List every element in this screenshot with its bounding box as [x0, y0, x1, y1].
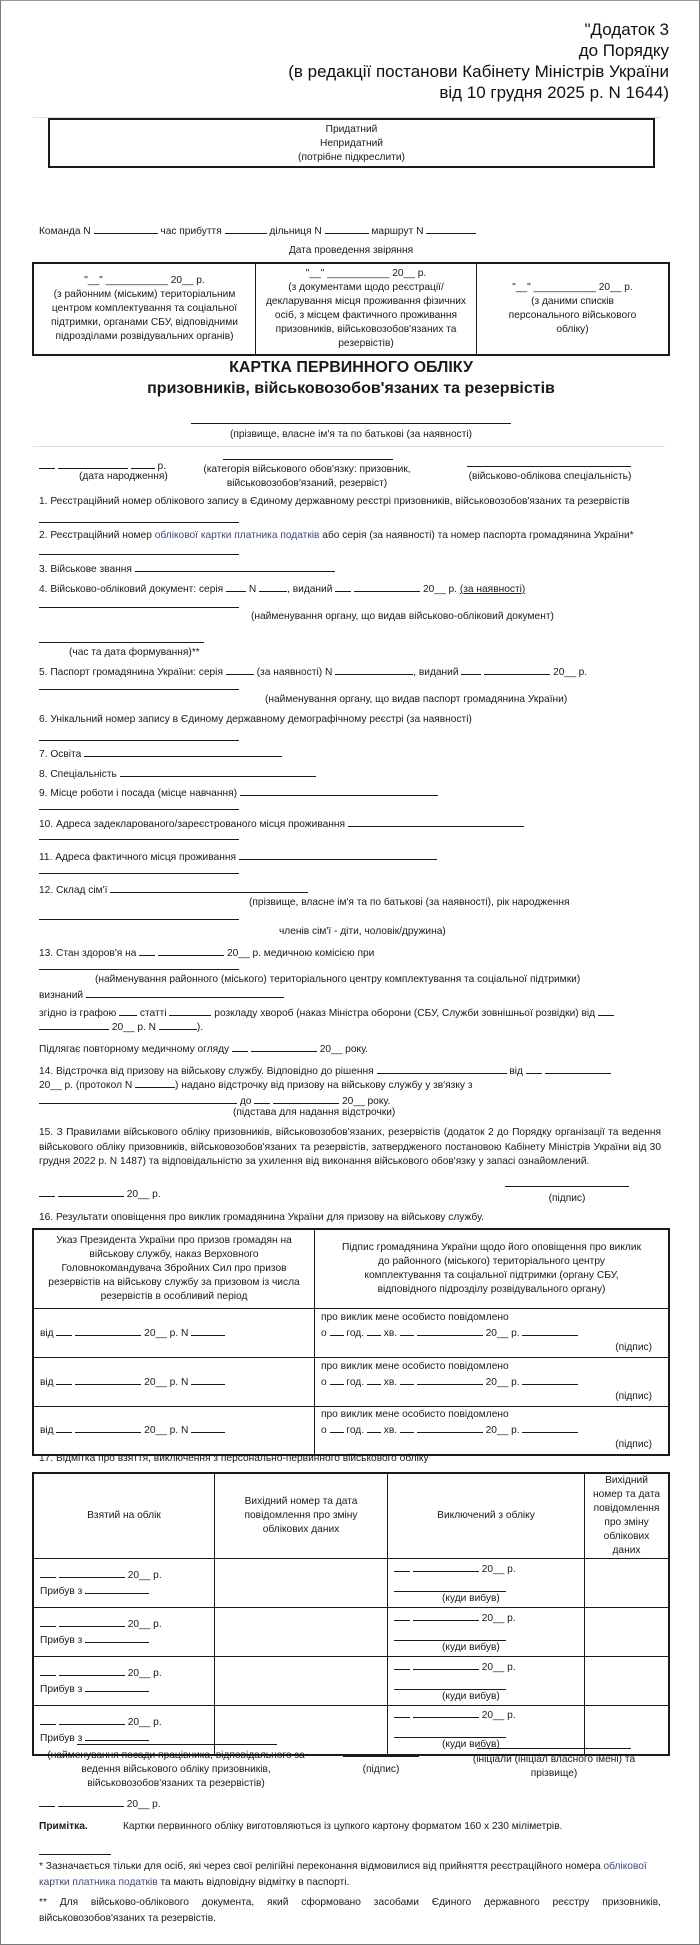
note-label: [39, 1820, 88, 1834]
reconciliation-cell-2: [256, 263, 477, 355]
arrived-field[interactable]: [85, 1583, 149, 1594]
notified-month-field[interactable]: [417, 1325, 483, 1336]
arrived-label: Прибув з: [40, 1586, 83, 1597]
deferral-decision-field[interactable]: [377, 1063, 507, 1074]
taken-month-field[interactable]: [59, 1665, 125, 1676]
destination-field[interactable]: [394, 1581, 506, 1592]
family-caption-1: (прізвище, власне ім'я та по батькові (за наявності), рік народження: [249, 897, 570, 908]
recognized-line: [39, 987, 284, 1003]
notified-month-field[interactable]: [417, 1422, 483, 1433]
column-field[interactable]: [119, 1005, 137, 1016]
appendix-line-4: від 10 грудня 2025 р. N 1644): [439, 83, 669, 102]
notified-month-field[interactable]: [417, 1374, 483, 1385]
registration-header-excluded: Виключений з обліку: [388, 1473, 585, 1559]
fitness-box: [48, 118, 655, 168]
out-number-cell[interactable]: [215, 1706, 388, 1755]
item-8-label: 8. Спеціальність: [39, 769, 117, 780]
reconciliation-date-3[interactable]: "__" ___________ 20__ р.: [512, 282, 633, 293]
destination-caption: (куди вибув): [442, 1690, 500, 1702]
passport-series-field[interactable]: [226, 664, 254, 675]
minute-field[interactable]: [367, 1325, 381, 1336]
excl-day-field[interactable]: [394, 1659, 410, 1670]
out-number-cell-2[interactable]: [585, 1608, 670, 1657]
category-caption: (категорія військового обов'язку: призовник, військовозобов'язаний, резервіст): [203, 464, 411, 489]
item-14-line-2: [39, 1077, 473, 1093]
excluded-cell: [388, 1559, 585, 1608]
destination-field[interactable]: [394, 1679, 506, 1690]
sign-month-field[interactable]: [58, 1796, 124, 1807]
item-13-label: 13. Стан здоров'я на: [39, 948, 137, 959]
doc-issue-month-field[interactable]: [354, 581, 420, 592]
recognized-field[interactable]: [86, 987, 284, 998]
decree-day-field[interactable]: [56, 1422, 72, 1433]
appendix-line-2: до Порядку: [578, 41, 669, 60]
footnote-1: [39, 1859, 661, 1891]
article-field[interactable]: [169, 1005, 211, 1016]
doc-issuer-field[interactable]: [39, 607, 239, 608]
out-number-cell[interactable]: [215, 1559, 388, 1608]
actual-address-field[interactable]: [239, 849, 437, 860]
reexam-month-field[interactable]: [251, 1041, 317, 1052]
out-number-cell-2[interactable]: [585, 1559, 670, 1608]
item-7-label: 7. Освіта: [39, 749, 82, 760]
reconciliation-title: Дата проведення звіряння: [288, 245, 414, 256]
reexam-label: Підлягає повторному медичному огляду: [39, 1044, 230, 1055]
footnote-2: ** Для військово-облікового документа, який сформовано засобами Єдиного державного реєстру призовників, військовозобов'язаних та резервістів.: [39, 1897, 661, 1924]
decree-day-field[interactable]: [56, 1374, 72, 1385]
taken-cell: [33, 1657, 215, 1706]
doc-issue-day-field[interactable]: [335, 581, 351, 592]
item-7-line: [39, 746, 282, 762]
taken-day-field[interactable]: [40, 1616, 56, 1627]
ack-month-field[interactable]: [58, 1186, 124, 1197]
family-field[interactable]: [110, 882, 308, 893]
item-12-label: 12. Склад сім'ї: [39, 885, 108, 896]
item-1-label: 1. Реєстраційний номер облікового запису в Єдиному державному реєстрі призовників, військовозобов'язаних та резервістів: [39, 496, 630, 507]
reexam-line: [39, 1041, 368, 1057]
team-field[interactable]: [94, 223, 158, 234]
item-3-label: 3. Військове звання: [39, 564, 132, 575]
precinct-field[interactable]: [325, 223, 369, 234]
notified-cell: [315, 1308, 670, 1357]
sign-day-field[interactable]: [39, 1796, 55, 1807]
order-number-field[interactable]: [159, 1019, 197, 1030]
taken-day-field[interactable]: [40, 1665, 56, 1676]
registration-row: [33, 1559, 669, 1608]
out-number-cell[interactable]: [215, 1608, 388, 1657]
health-day-field[interactable]: [139, 945, 155, 956]
passport-issuer-caption: (найменування органу, що видав паспорт громадянина України): [265, 694, 568, 705]
item-6-label: 6. Унікальний номер запису в Єдиному державному демографічному реєстрі (за наявності): [39, 714, 472, 725]
passport-issue-month-field[interactable]: [484, 664, 550, 675]
ack-signature-field[interactable]: [505, 1186, 629, 1187]
decree-month-field[interactable]: [75, 1374, 141, 1385]
sign-year: 20__ р.: [126, 1799, 161, 1810]
excl-year: 20__ р.: [481, 1710, 516, 1722]
item-4-label: 4. Військово-обліковий документ: серія: [39, 584, 224, 595]
decree-number-field[interactable]: [191, 1374, 225, 1385]
decree-from-label: від: [40, 1425, 54, 1437]
excluded-cell: [388, 1608, 585, 1657]
arrived-field[interactable]: [85, 1681, 149, 1692]
doc-series-field[interactable]: [226, 581, 246, 592]
demographic-record-field[interactable]: [39, 740, 239, 741]
birth-year-field[interactable]: [131, 458, 155, 469]
at-label: о: [321, 1327, 327, 1339]
reconciliation-cell-3: [477, 263, 670, 355]
position-caption: (найменування посади працівника, відповідального за ведення військового обліку призовників, військовозобов'язаних та резервістів): [47, 1750, 305, 1789]
arrived-label: Прибув з: [40, 1732, 83, 1744]
tax-card-link[interactable]: облікової картки платника податків: [154, 530, 320, 541]
arrived-label: Прибув з: [40, 1635, 83, 1646]
appendix-line-1: "Додаток 3: [584, 20, 669, 39]
notified-year: 20__ р.: [485, 1376, 520, 1388]
order-year: 20__ р. N: [111, 1022, 157, 1033]
item-8-line: [39, 766, 316, 782]
family-caption-2: членів сім'ї - діти, чоловік/дружина): [279, 926, 446, 937]
full-name-field[interactable]: [191, 423, 511, 424]
decree-from-label: від: [40, 1376, 54, 1388]
taken-month-field[interactable]: [59, 1616, 125, 1627]
taken-day-field[interactable]: [40, 1714, 56, 1725]
unfit-option[interactable]: Непридатний: [320, 138, 383, 149]
card-subtitle: призовників, військовозобов'язаних та резервістів: [147, 380, 555, 397]
issued-label: , виданий: [287, 584, 333, 595]
doc-formed-caption: (час та дата формування)**: [69, 647, 200, 658]
minute-field[interactable]: [367, 1374, 381, 1385]
excl-month-field[interactable]: [413, 1707, 479, 1718]
taken-cell: [33, 1559, 215, 1608]
ack-day-field[interactable]: [39, 1186, 55, 1197]
footnote-rule: [39, 1854, 111, 1855]
decree-number-field[interactable]: [191, 1422, 225, 1433]
notified-year: 20__ р.: [485, 1425, 520, 1437]
item-4-line: [39, 581, 525, 597]
if-available-note: (за наявності): [459, 584, 526, 595]
birth-month-field[interactable]: [58, 458, 128, 469]
notified-signature-field[interactable]: [522, 1325, 578, 1336]
health-month-field[interactable]: [158, 945, 224, 956]
notified-signature-field[interactable]: [522, 1374, 578, 1385]
passport-number-label: (за наявності) N: [256, 667, 333, 678]
article-label: статті: [139, 1008, 167, 1019]
excl-day-field[interactable]: [394, 1561, 410, 1572]
arrival-label: час прибуття: [160, 226, 222, 237]
notified-signature-caption: (підпис): [615, 1439, 652, 1451]
item-3-line: [39, 561, 335, 577]
protocol-label: 20__ р. (протокол N: [39, 1080, 133, 1091]
item-16-label: 16. Результати оповіщення про виклик громадянина України для призову на військову службу.: [39, 1212, 484, 1223]
note-text: Картки первинного обліку виготовляються із цупкого картону форматом 160 х 230 міліметрів.: [123, 1821, 563, 1832]
doc-issue-year: 20__ р.: [422, 584, 457, 595]
deferral-day-field[interactable]: [526, 1063, 542, 1074]
reconciliation-cell-1: [33, 263, 256, 355]
doc-number-field[interactable]: [259, 581, 287, 592]
decree-day-field[interactable]: [56, 1325, 72, 1336]
registered-address-field[interactable]: [348, 816, 524, 827]
position-field[interactable]: [77, 1744, 277, 1745]
registration-header-out-number: Вихідний номер та дата повідомлення про зміну облікових даних: [215, 1473, 388, 1559]
item-9-line: [39, 785, 438, 801]
item-2-label: [39, 529, 634, 543]
route-label: маршрут N: [371, 226, 424, 237]
reconciliation-caption-1: (з районним (міським) територіальним центром комплектування та соціальної підтримки, органами СБУ, відповідними підрозділами розвідувальних органів): [51, 289, 238, 342]
minute-label: хв.: [383, 1425, 398, 1437]
order-month-field[interactable]: [39, 1019, 109, 1030]
deferral-from-label: від: [509, 1066, 523, 1077]
decree-cell: [33, 1357, 315, 1406]
deferral-month-field[interactable]: [545, 1063, 611, 1074]
excl-day-field[interactable]: [394, 1610, 410, 1621]
ack-signature-caption: (підпис): [548, 1193, 586, 1204]
item-5-label: 5. Паспорт громадянина України: серія: [39, 667, 223, 678]
destination-field[interactable]: [394, 1727, 506, 1738]
excl-day-field[interactable]: [394, 1707, 410, 1718]
item-17-label: 17. Відмітка про взяття, виключення з персонально-первинного військового обліку: [39, 1453, 429, 1464]
decree-month-field[interactable]: [75, 1325, 141, 1336]
taken-cell: [33, 1706, 215, 1755]
taken-month-field[interactable]: [59, 1714, 125, 1725]
team-line: [39, 223, 476, 239]
specialty-field[interactable]: [467, 466, 631, 467]
notified-day-field[interactable]: [400, 1422, 414, 1433]
arrived-field[interactable]: [85, 1730, 149, 1741]
reconciliation-date-2[interactable]: "__" ___________ 20__ р.: [305, 268, 427, 279]
registration-header-out-number-2: Вихідний номер та дата повідомлення про зміну облікових даних: [585, 1473, 670, 1559]
workplace-field[interactable]: [240, 785, 438, 796]
official-signature-field[interactable]: [343, 1756, 419, 1757]
item-11-label: 11. Адреса фактичного місця проживання: [39, 852, 236, 863]
notification-row: [33, 1406, 669, 1455]
notified-cell: [315, 1406, 670, 1455]
card-title: КАРТКА ПЕРВИННОГО ОБЛІКУ: [229, 359, 473, 376]
item-2-text-a: 2. Реєстраційний номер: [39, 530, 155, 541]
excl-year: 20__ р.: [481, 1563, 516, 1575]
specialty-field-8[interactable]: [120, 766, 316, 777]
doc-formed-field[interactable]: [39, 642, 204, 643]
arrived-field[interactable]: [85, 1632, 149, 1643]
footnote-1-text-b: та мають відповідну відмітку в паспорті.: [157, 1877, 350, 1888]
decree-cell: [33, 1406, 315, 1455]
decree-year-label: 20__ р. N: [144, 1425, 189, 1437]
excl-month-field[interactable]: [413, 1561, 479, 1572]
destination-caption: (куди вибув): [442, 1592, 500, 1604]
order-date-line: [39, 1019, 203, 1035]
note-label-text: Примітка.: [39, 1821, 88, 1832]
commission-caption: (найменування районного (міського) територіального центру комплектування та соціальної підтримки): [95, 974, 581, 985]
recognized-label: визнаний: [39, 990, 84, 1001]
deferral-until-label: до: [239, 1096, 252, 1107]
taken-day-field[interactable]: [40, 1567, 56, 1578]
deferral-granted-text: ) надано відстрочку від призову на військову службу у зв'язку з: [175, 1080, 473, 1091]
item-2-field[interactable]: [39, 554, 239, 555]
notification-table: [32, 1228, 670, 1456]
destination-caption: (куди вибув): [442, 1641, 500, 1653]
excluded-cell: [388, 1657, 585, 1706]
initials-field[interactable]: [477, 1748, 631, 1749]
order-close: ).: [196, 1022, 204, 1033]
passport-issuer-field[interactable]: [39, 689, 239, 690]
notified-signature-field[interactable]: [522, 1422, 578, 1433]
taken-month-field[interactable]: [59, 1567, 125, 1578]
initials-caption: (ініціали (ініціал власного імені) та прізвище): [472, 1754, 636, 1779]
fitness-note: (потрібне підкреслити): [298, 152, 405, 163]
item-13-line: [39, 945, 374, 961]
doc-issuer-caption: (найменування органу, що видав військово-обліковий документ): [251, 611, 554, 622]
deferral-until-day-field[interactable]: [254, 1093, 270, 1104]
item-10-label: 10. Адреса задекларованого/зареєстрованого місця проживання: [39, 819, 346, 830]
registration-row: [33, 1657, 669, 1706]
arrived-label: Прибув з: [40, 1684, 83, 1695]
reconciliation-table: [32, 262, 670, 356]
deferral-caption: (підстава для надання відстрочки): [233, 1107, 396, 1118]
notification-header-right: Підпис громадянина України щодо його оповіщення про виклик до районного (міського) територіального центру комплектування та соціальної підтримки (органу СБУ, відповідного підрозділу розвідувального органу): [315, 1229, 670, 1308]
birth-day-field[interactable]: [39, 458, 55, 469]
taken-year: 20__ р.: [127, 1668, 162, 1679]
signature-date-line: [39, 1796, 161, 1812]
passport-number-field[interactable]: [335, 664, 413, 675]
out-number-cell[interactable]: [215, 1657, 388, 1706]
item-9-label: 9. Місце роботи і посада (місце навчання): [39, 788, 238, 799]
item-15-date-line: [39, 1186, 161, 1202]
route-field[interactable]: [426, 223, 476, 234]
deferral-reason-field[interactable]: [39, 1093, 237, 1104]
at-label: о: [321, 1425, 327, 1437]
excl-month-field[interactable]: [413, 1610, 479, 1621]
hour-field[interactable]: [330, 1325, 344, 1336]
notification-row: [33, 1308, 669, 1357]
reconciliation-caption-2: (з документами щодо реєстрації/декларування місця проживання фізичних осіб, з місцем фактичного проживання призовників, військовозобов'язаних та резервістів): [265, 282, 467, 349]
deferral-until-year: 20__ року.: [342, 1096, 391, 1107]
protocol-number-field[interactable]: [135, 1077, 175, 1088]
specialty-caption: (військово-облікова спеціальність): [468, 471, 632, 482]
footnote-tax-card-link[interactable]: облікової картки платника податків: [39, 1861, 647, 1888]
item-14-label: 14. Відстрочка від призову на військову службу. Відповідно до рішення: [39, 1066, 374, 1077]
deferral-until-month-field[interactable]: [273, 1093, 339, 1104]
title-separator: [33, 446, 665, 447]
taken-year: 20__ р.: [127, 1570, 162, 1581]
doc-number-label: N: [248, 584, 257, 595]
notified-cell: [315, 1357, 670, 1406]
notified-day-field[interactable]: [400, 1374, 414, 1385]
decree-year-label: 20__ р. N: [144, 1376, 189, 1388]
category-field[interactable]: [223, 459, 393, 460]
full-name-caption: (прізвище, власне ім'я та по батькові (за наявності): [229, 429, 473, 440]
minute-label: хв.: [383, 1376, 398, 1388]
appendix-line-3: (в редакції постанови Кабінету Міністрів України: [288, 62, 669, 81]
decree-number-field[interactable]: [191, 1325, 225, 1336]
hour-label: год.: [346, 1376, 365, 1388]
notified-text: про виклик мене особисто повідомлено: [321, 1311, 509, 1323]
family-field-2[interactable]: [39, 919, 239, 920]
excl-year: 20__ р.: [481, 1661, 516, 1673]
health-commission-label: 20__ р. медичною комісією при: [226, 948, 375, 959]
team-label: Команда N: [39, 226, 91, 237]
hour-field[interactable]: [330, 1422, 344, 1433]
arrival-field[interactable]: [225, 223, 267, 234]
notified-text: про виклик мене особисто повідомлено: [321, 1409, 509, 1421]
registration-header-taken: Взятий на облік: [33, 1473, 215, 1559]
reconciliation-caption-3: (з даними списків персонального військового обліку): [508, 296, 637, 335]
reconciliation-date-1[interactable]: "__" ___________ 20__ р.: [84, 275, 205, 286]
registered-address-field-2[interactable]: [39, 839, 239, 840]
order-day-field[interactable]: [598, 1005, 614, 1016]
item-11-line: [39, 849, 437, 865]
hour-label: год.: [346, 1327, 365, 1339]
appendix-header: [288, 19, 669, 103]
precinct-label: дільниця N: [269, 226, 322, 237]
notified-day-field[interactable]: [400, 1325, 414, 1336]
military-rank-field[interactable]: [135, 561, 335, 572]
notified-year: 20__ р.: [485, 1327, 520, 1339]
reexam-year: 20__ року.: [319, 1044, 368, 1055]
taken-year: 20__ р.: [127, 1716, 162, 1728]
item-15-text: 15. З Правилами військового обліку призовників, військовозобов'язаних, резервістів (додаток 2 до Порядку організації та ведення військового обліку призовників, військовозобов'язаних та резервістів, затвердженого постановою Кабінету Міністрів України від 30 грудня 2022 р. N 1487) та відповідальністю за ухилення від виконання військового обов'язку у запасі ознайомлений.: [39, 1127, 661, 1167]
fit-option[interactable]: Придатний: [325, 124, 378, 135]
footnote-1-text-a: * Зазначається тільки для осіб, які через свої релігійні переконання відмовилися від прийняття реєстраційного номера: [39, 1861, 604, 1872]
item-2-text-b: або серія (за наявності) та номер паспорта громадянина України*: [319, 530, 634, 541]
birth-year-suffix: р.: [157, 461, 167, 472]
passport-issue-year: 20__ р.: [553, 667, 588, 678]
hour-field[interactable]: [330, 1374, 344, 1385]
destination-field[interactable]: [394, 1630, 506, 1641]
schedule-text: розкладу хвороб (наказ Міністра оборони (СБУ, Служби зовнішньої розвідки) від: [214, 1008, 596, 1019]
workplace-field-2[interactable]: [39, 809, 239, 810]
actual-address-field-2[interactable]: [39, 873, 239, 874]
passport-issued-label: , виданий: [413, 667, 459, 678]
destination-caption: (куди вибув): [442, 1739, 500, 1751]
notified-signature-caption: (підпис): [615, 1390, 652, 1402]
decree-year-label: 20__ р. N: [144, 1327, 189, 1339]
education-field[interactable]: [84, 746, 282, 757]
decree-cell: [33, 1308, 315, 1357]
decree-from-label: від: [40, 1327, 54, 1339]
taken-cell: [33, 1608, 215, 1657]
hour-label: год.: [346, 1425, 365, 1437]
ack-year: 20__ р.: [126, 1189, 161, 1200]
reexam-day-field[interactable]: [232, 1041, 248, 1052]
out-number-cell-2[interactable]: [585, 1657, 670, 1706]
commission-field[interactable]: [39, 969, 239, 970]
notified-text: про виклик мене особисто повідомлено: [321, 1360, 509, 1372]
notified-signature-caption: (підпис): [615, 1341, 652, 1353]
registration-table: [32, 1472, 670, 1756]
decree-month-field[interactable]: [75, 1422, 141, 1433]
notification-header-left: Указ Президента України про призов громадян на військову службу, наказ Верховного Головнокомандувача Збройних Сил про призов резервістів на військову службу за призовом із числа резервістів в особливий період: [33, 1229, 315, 1308]
taken-year: 20__ р.: [127, 1619, 162, 1630]
birth-caption: (дата народження): [79, 471, 168, 482]
minute-label: хв.: [383, 1327, 398, 1339]
passport-issue-day-field[interactable]: [461, 664, 481, 675]
item-5-line: [39, 664, 587, 680]
minute-field[interactable]: [367, 1422, 381, 1433]
registration-row: [33, 1608, 669, 1657]
excl-month-field[interactable]: [413, 1659, 479, 1670]
item-10-line: [39, 816, 524, 832]
at-label: о: [321, 1376, 327, 1388]
notification-row: [33, 1357, 669, 1406]
item-1-field[interactable]: [39, 522, 239, 523]
excl-year: 20__ р.: [481, 1612, 516, 1624]
official-signature-caption: (підпис): [362, 1764, 400, 1775]
column-label: згідно із графою: [39, 1008, 117, 1019]
